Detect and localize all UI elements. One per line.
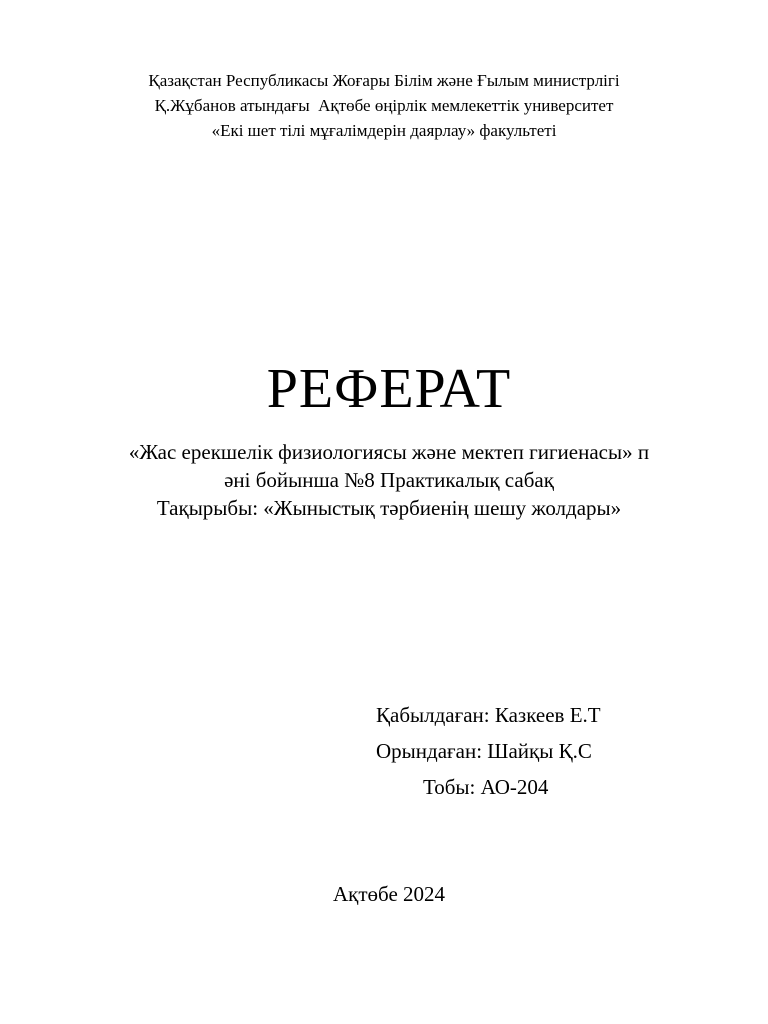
subject-line-2: әні бойынша №8 Практикалық сабақ [224, 468, 554, 492]
city-year: Ақтөбе 2024 [332, 882, 446, 906]
performed-by: Орындаған: Шайқы Қ.С [376, 739, 592, 763]
ministry-line: Қазақстан Республикасы Жоғары Білім және Ғылым министрлігі [148, 71, 620, 90]
group-label: Тобы: АО-204 [423, 775, 549, 799]
university-line: Қ.Жұбанов атындағы Ақтөбе өңірлік мемлекеттік университет [154, 96, 614, 115]
institution-header [0, 68, 768, 143]
subject-line-1: «Жас ерекшелік физиологиясы және мектеп гигиенасы» п [128, 440, 650, 464]
topic-line: Тақырыбы: «Жыныстық тәрбиенің шешу жолдары» [156, 496, 622, 520]
subject-block [0, 438, 768, 522]
document-title: РЕФЕРАТ [266, 358, 512, 420]
accepted-by: Қабылдаған: Казкеев Е.Т [376, 703, 601, 727]
faculty-line: «Екі шет тілі мұғалімдерін даярлау» факультеті [211, 121, 557, 140]
